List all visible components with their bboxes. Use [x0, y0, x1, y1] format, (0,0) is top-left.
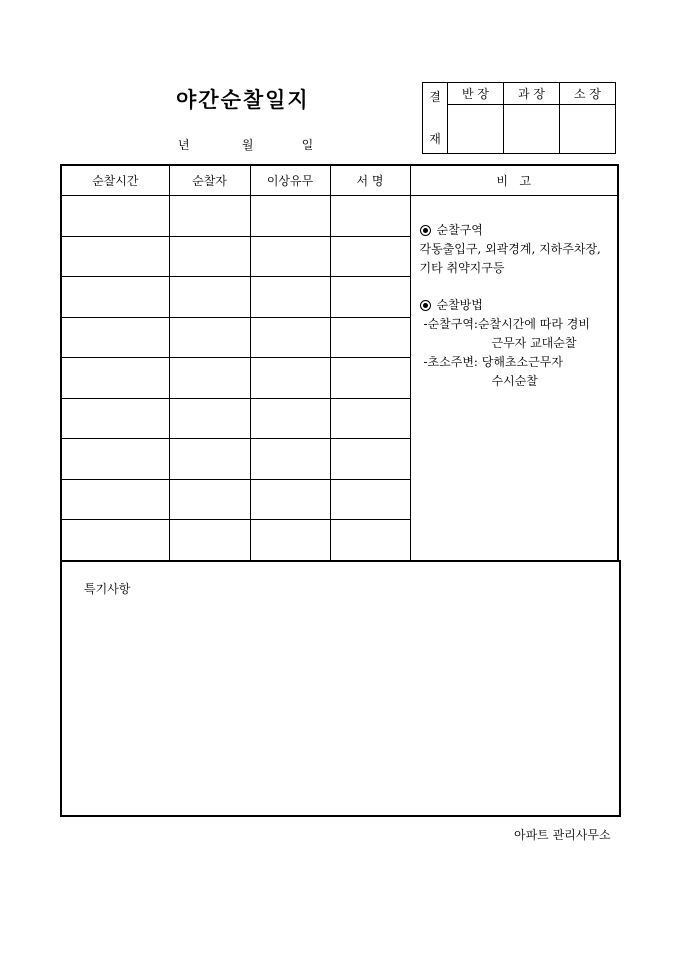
table-cell[interactable] — [330, 277, 410, 318]
column-header-signature: 서 명 — [330, 165, 410, 196]
date-day-label: 일 — [301, 138, 314, 152]
method-line: 수시순찰 — [491, 374, 538, 388]
table-cell[interactable] — [169, 439, 250, 480]
table-cell[interactable] — [169, 277, 250, 318]
zone-section-title: 순찰구역 — [420, 221, 618, 240]
table-cell[interactable] — [250, 398, 330, 439]
approval-header-team-leader: 반 장 — [448, 83, 504, 105]
table-header-row — [61, 165, 618, 196]
table-cell[interactable] — [61, 277, 169, 318]
column-header-anomaly: 이상유무 — [250, 165, 330, 196]
table-cell[interactable] — [330, 196, 410, 237]
table-cell[interactable] — [330, 520, 410, 561]
table-cell[interactable] — [250, 358, 330, 399]
table-cell[interactable] — [61, 196, 169, 237]
table-cell[interactable] — [330, 479, 410, 520]
method-section-title: 순찰방법 — [420, 296, 618, 315]
bullet-icon — [420, 225, 431, 236]
approval-box — [422, 82, 616, 154]
table-cell[interactable] — [330, 358, 410, 399]
page-title: 야간순찰일지 — [176, 87, 310, 112]
table-cell[interactable] — [330, 439, 410, 480]
table-cell[interactable] — [61, 479, 169, 520]
approval-signature-cell[interactable] — [504, 104, 560, 153]
date-year-label: 년 — [178, 138, 190, 152]
table-cell[interactable] — [169, 520, 250, 561]
table-cell[interactable] — [169, 196, 250, 237]
table-cell[interactable] — [169, 398, 250, 439]
table-cell[interactable] — [250, 479, 330, 520]
table-cell[interactable] — [61, 317, 169, 358]
table-row — [61, 196, 618, 237]
table-cell[interactable] — [250, 236, 330, 277]
approval-side-label: 결 재 — [423, 83, 448, 154]
method-line: -초소주변: 당해초소근무자 — [423, 355, 563, 369]
method-line: 근무자 교대순찰 — [491, 336, 577, 350]
zone-line: 기타 취약지구등 — [419, 261, 505, 275]
table-cell[interactable] — [330, 236, 410, 277]
table-cell[interactable] — [330, 398, 410, 439]
table-cell[interactable] — [250, 277, 330, 318]
table-cell[interactable] — [61, 398, 169, 439]
table-cell[interactable] — [250, 196, 330, 237]
approval-signature-cell[interactable] — [560, 104, 616, 153]
zone-line: 각동출입구, 외곽경계, 지하주차장, — [419, 242, 601, 256]
special-notes-box[interactable] — [60, 560, 621, 817]
table-cell[interactable] — [330, 317, 410, 358]
table-cell[interactable] — [61, 236, 169, 277]
date-line — [178, 136, 313, 153]
special-notes-label: 특기사항 — [84, 582, 131, 596]
column-header-patrol-time: 순찰시간 — [61, 165, 169, 196]
table-cell[interactable] — [169, 479, 250, 520]
bullet-icon — [420, 300, 431, 311]
table-cell[interactable] — [250, 520, 330, 561]
remarks-cell — [410, 196, 618, 561]
column-header-patroller: 순찰자 — [169, 165, 250, 196]
table-cell[interactable] — [61, 358, 169, 399]
table-cell[interactable] — [250, 439, 330, 480]
table-cell[interactable] — [61, 439, 169, 480]
table-cell[interactable] — [61, 520, 169, 561]
date-month-label: 월 — [241, 138, 254, 152]
table-cell[interactable] — [169, 317, 250, 358]
approval-header-director: 소 장 — [560, 83, 616, 105]
method-line: -순찰구역:순찰시간에 따라 경비 — [423, 317, 590, 331]
table-cell[interactable] — [169, 358, 250, 399]
patrol-log-table — [60, 164, 619, 562]
approval-header-section-chief: 과 장 — [504, 83, 560, 105]
table-cell[interactable] — [169, 236, 250, 277]
office-name: 아파트 관리사무소 — [514, 828, 611, 842]
approval-signature-cell[interactable] — [448, 104, 504, 153]
table-cell[interactable] — [250, 317, 330, 358]
column-header-remarks: 비 고 — [410, 165, 618, 196]
